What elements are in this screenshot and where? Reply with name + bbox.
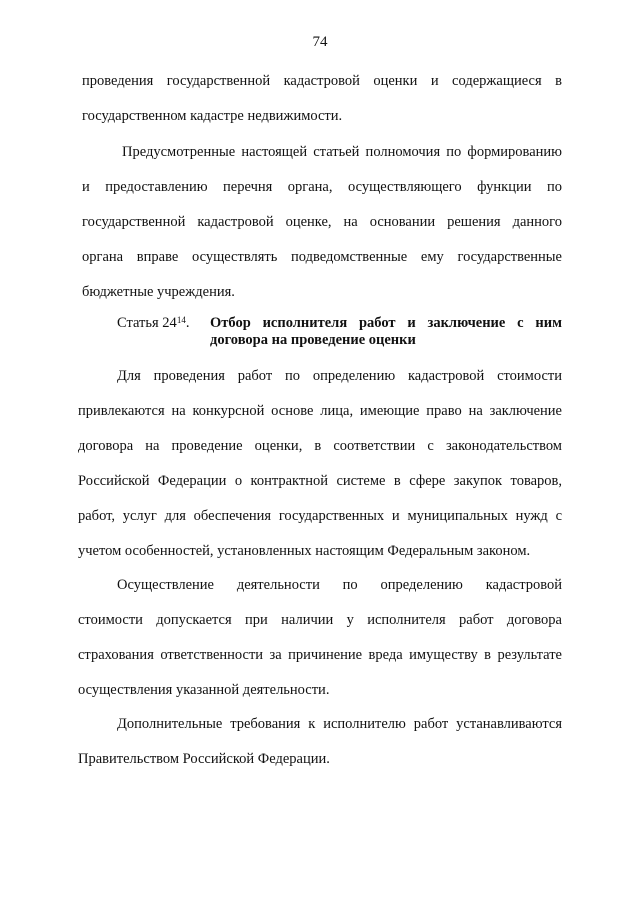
paragraph-line: бюджетные учреждения. — [82, 284, 235, 300]
paragraph-line: Предусмотренные настоящей статьей полномочия по формированию — [122, 144, 562, 160]
paragraph-line: страхования ответственности за причинение вреда имуществу в результате — [78, 647, 562, 663]
paragraph-line: учетом особенностей, установленных настоящим Федеральным законом. — [78, 543, 531, 559]
page-number: 74 — [312, 34, 328, 50]
article-dot: . — [185, 315, 190, 331]
paragraph-line: стоимости допускается при наличии у исполнителя работ договора — [78, 612, 562, 628]
paragraph-line: проведения государственной кадастровой оценки и содержащиеся в — [82, 73, 562, 89]
article-number: Статья 24 — [117, 315, 177, 331]
paragraph-line: привлекаются на конкурсной основе лица, имеющие право на заключение — [78, 403, 562, 419]
paragraph-line: осуществления указанной деятельности. — [78, 682, 330, 698]
paragraph-line: Дополнительные требования к исполнителю работ устанавливаются — [117, 716, 562, 732]
paragraph-line: Для проведения работ по определению кадастровой стоимости — [117, 368, 562, 384]
article-label — [117, 314, 189, 332]
paragraph-line: работ, услуг для обеспечения государственных и муниципальных нужд с — [78, 508, 562, 524]
article-title: Отбор исполнителя работ и заключение с ним — [210, 315, 562, 331]
paragraph-line: Осуществление деятельности по определению кадастровой — [117, 577, 562, 593]
paragraph-line: органа вправе осуществлять подведомственные ему государственные — [82, 249, 562, 265]
paragraph-line: договора на проведение оценки, в соответствии с законодательством — [78, 438, 562, 454]
paragraph-line: государственном кадастре недвижимости. — [82, 108, 343, 124]
paragraph-line: Правительством Российской Федерации. — [78, 751, 330, 767]
paragraph-line: и предоставлению перечня органа, осуществляющего функции по — [82, 179, 562, 195]
paragraph-line: Российской Федерации о контрактной системе в сфере закупок товаров, — [78, 473, 562, 489]
paragraph-line: государственной кадастровой оценке, на основании решения данного — [82, 214, 562, 230]
article-superscript: 14 — [176, 315, 186, 325]
article-title-continued: договора на проведение оценки — [210, 332, 416, 348]
